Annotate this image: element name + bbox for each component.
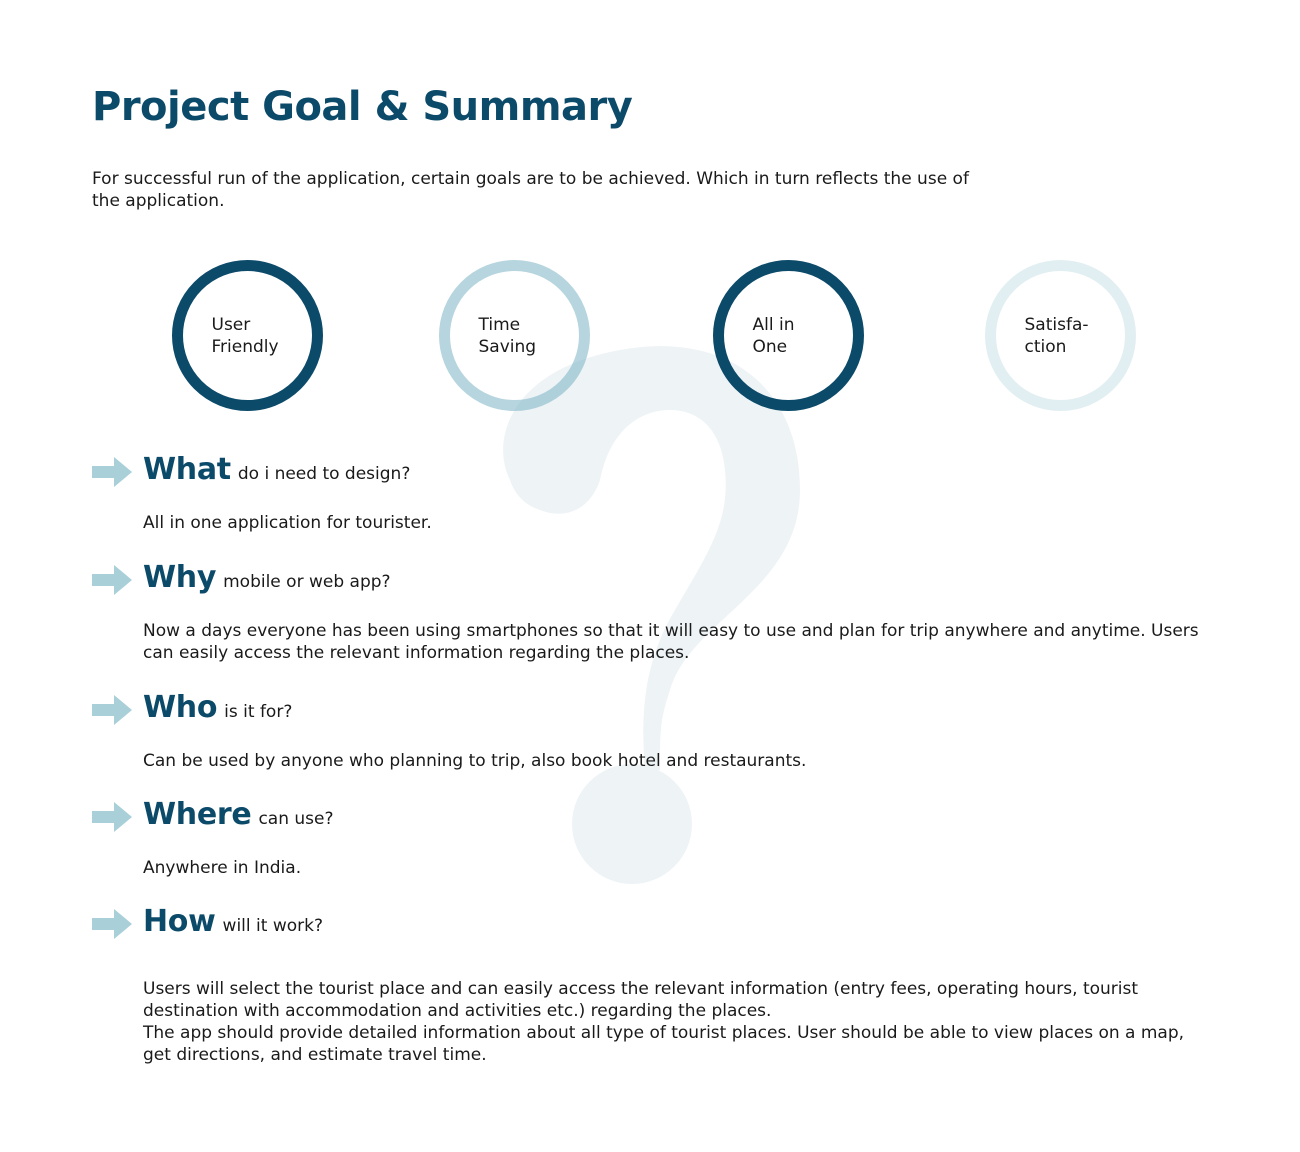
question-how — [92, 904, 1203, 1066]
question-word: Where — [143, 797, 252, 832]
question-rest: mobile or web app? — [223, 572, 391, 592]
question-word: What — [143, 452, 231, 487]
question-word: Who — [143, 690, 218, 725]
question-rest: will it work? — [222, 916, 323, 936]
arrow-right-icon — [92, 565, 132, 595]
question-answer: Anywhere in India. — [143, 858, 302, 878]
question-rest: is it for? — [224, 702, 293, 722]
question-rest: can use? — [258, 809, 334, 829]
question-what — [92, 452, 1203, 534]
question-heading — [92, 452, 1203, 492]
question-who — [92, 690, 1203, 772]
question-answer: All in one application for tourister. — [143, 513, 432, 533]
page-title: Project Goal & Summary — [92, 84, 633, 130]
arrow-right-icon — [92, 802, 132, 832]
question-word: How — [143, 904, 216, 939]
question-heading — [92, 560, 1203, 600]
arrow-right-icon — [92, 909, 132, 939]
question-answer-continued: The app should provide detailed information about all type of tourist places. User should be able to view places on a map, get directions, and estimate travel time. — [143, 1023, 1185, 1065]
arrow-right-icon — [92, 457, 132, 487]
question-word: Why — [143, 560, 217, 595]
question-heading — [92, 797, 1203, 837]
question-heading — [92, 904, 1203, 944]
goal-circle-time-saving — [439, 260, 590, 411]
intro-text: For successful run of the application, certain goals are to be achieved. Which in turn reflects the use of the application. — [92, 169, 969, 211]
goal-circle-satisfaction — [985, 260, 1136, 411]
goal-label: All in One — [752, 314, 795, 357]
question-where — [92, 797, 1203, 879]
question-answer: Can be used by anyone who planning to trip, also book hotel and restaurants. — [143, 751, 807, 771]
question-rest: do i need to design? — [237, 464, 411, 484]
question-answer: Now a days everyone has been using smartphones so that it will easy to use and plan for trip anywhere and anytime. Users can easily access the relevant information regarding the places. — [143, 621, 1199, 663]
question-answer: Users will select the tourist place and can easily access the relevant information (entry fees, operating hours, tourist destination with accommodation and activities etc.) regarding the places. — [143, 979, 1139, 1021]
goal-circle-all-in-one — [713, 260, 864, 411]
arrow-right-icon — [92, 695, 132, 725]
goal-label: Time Saving — [478, 314, 537, 357]
question-heading — [92, 690, 1203, 730]
goal-label: User Friendly — [211, 314, 279, 357]
goal-label: Satisfa- ction — [1024, 314, 1089, 357]
goal-circle-user-friendly — [172, 260, 323, 411]
question-why — [92, 560, 1203, 664]
